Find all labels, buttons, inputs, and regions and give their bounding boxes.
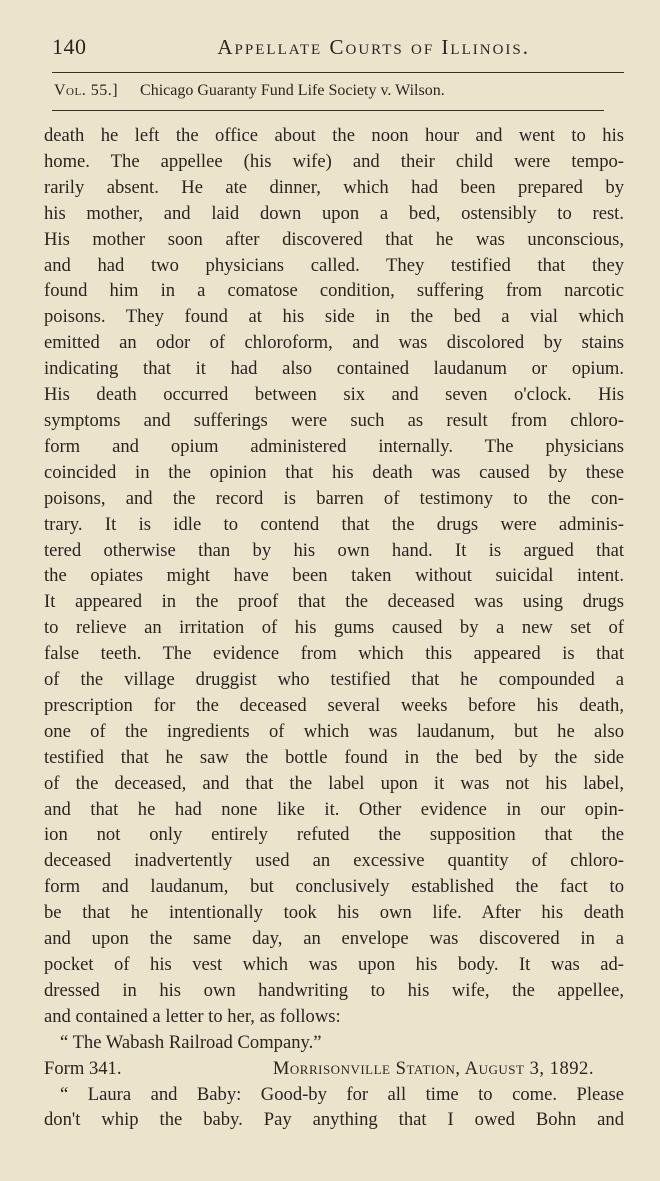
text-line: of the deceased, and that the label upon it was not his label,	[44, 772, 624, 794]
letter-line: “ Laura and Baby: Good-by for all time to come. Please	[60, 1083, 624, 1105]
text-line: pocket of his vest which was upon his body. It was ad-	[44, 954, 624, 975]
case-name: Chicago Guaranty Fund Life Society v. Wilson.	[140, 82, 445, 99]
volume-label: Vol. 55.]	[54, 82, 119, 99]
text-line: of the village druggist who testified that he compounded a	[44, 669, 624, 691]
case-rule	[52, 110, 604, 111]
text-line: trary. It is idle to contend that the drugs were adminis-	[44, 513, 624, 535]
text-line: his mother, and laid down upon a bed, ostensibly to rest.	[44, 202, 624, 224]
text-line: and had two physicians called. They testified that they	[44, 254, 624, 276]
text-line: false teeth. The evidence from which this appeared is that	[44, 643, 624, 665]
body-text	[44, 123, 624, 1133]
quote-heading: “ The Wabash Railroad Company.”	[60, 1031, 322, 1053]
text-line: and that he had none like it. Other evidence in our opin-	[44, 798, 624, 820]
text-line: deceased inadvertently used an excessive quantity of chloro-	[44, 850, 624, 872]
text-line: It appeared in the proof that the deceased was using drugs	[44, 591, 624, 613]
text-line: one of the ingredients of which was laudanum, but he also	[44, 720, 624, 742]
text-line: coincided in the opinion that his death was caused by these	[44, 461, 624, 483]
text-line: His mother soon after discovered that he was unconscious,	[44, 228, 624, 250]
text-line: His death occurred between six and seven o'clock. His	[44, 384, 624, 406]
text-line: found him in a comatose condition, suffering from narcotic	[44, 280, 624, 302]
text-line: ion not only entirely refuted the supposition that the	[44, 824, 624, 846]
text-line: form and laudanum, but conclusively established the fact to	[44, 876, 624, 898]
text-line: and upon the same day, an envelope was discovered in a	[44, 928, 624, 950]
running-head: Appellate Courts of Illinois.	[217, 35, 530, 59]
text-line: rarily absent. He ate dinner, which had been prepared by	[44, 176, 624, 198]
text-line: prescription for the deceased several weeks before his death,	[44, 694, 624, 716]
text-line: dressed in his own handwriting to his wife, the appellee,	[44, 979, 624, 1001]
text-line: form and opium administered internally. The physicians	[44, 435, 624, 457]
letter-line: don't whip the baby. Pay anything that I owed Bohn and	[44, 1109, 624, 1131]
text-line: be that he intentionally took his own life. After his death	[44, 902, 624, 924]
text-line: symptoms and sufferings were such as result from chloro-	[44, 409, 624, 431]
text-line: to relieve an irritation of his gums caused by a new set of	[44, 617, 624, 639]
text-line: poisons, and the record is barren of testimony to the con-	[44, 487, 624, 509]
text-line: poisons. They found at his side in the bed a vial which	[44, 306, 624, 328]
text-line: the opiates might have been taken without suicidal intent.	[44, 565, 624, 587]
text-line: emitted an odor of chloroform, and was discolored by stains	[44, 332, 624, 354]
text-line: indicating that it had also contained laudanum or opium.	[44, 358, 624, 380]
text-line: tered otherwise than by his own hand. It is argued that	[44, 539, 624, 561]
text-line: death he left the office about the noon hour and went to his	[44, 125, 624, 146]
page-header	[52, 34, 530, 60]
page-number: 140	[52, 34, 87, 59]
case-line	[54, 82, 540, 100]
form-line	[44, 1056, 624, 1082]
text-line: and contained a letter to her, as follows:	[44, 1005, 341, 1027]
header-rule	[52, 72, 624, 73]
text-line: home. The appellee (his wife) and their child were tempo-	[44, 150, 624, 172]
form-number: Form 341.	[44, 1057, 122, 1079]
station-dateline: Morrisonville Station, August 3, 1892.	[272, 1057, 594, 1079]
text-line: testified that he saw the bottle found in the bed by the side	[44, 746, 624, 768]
